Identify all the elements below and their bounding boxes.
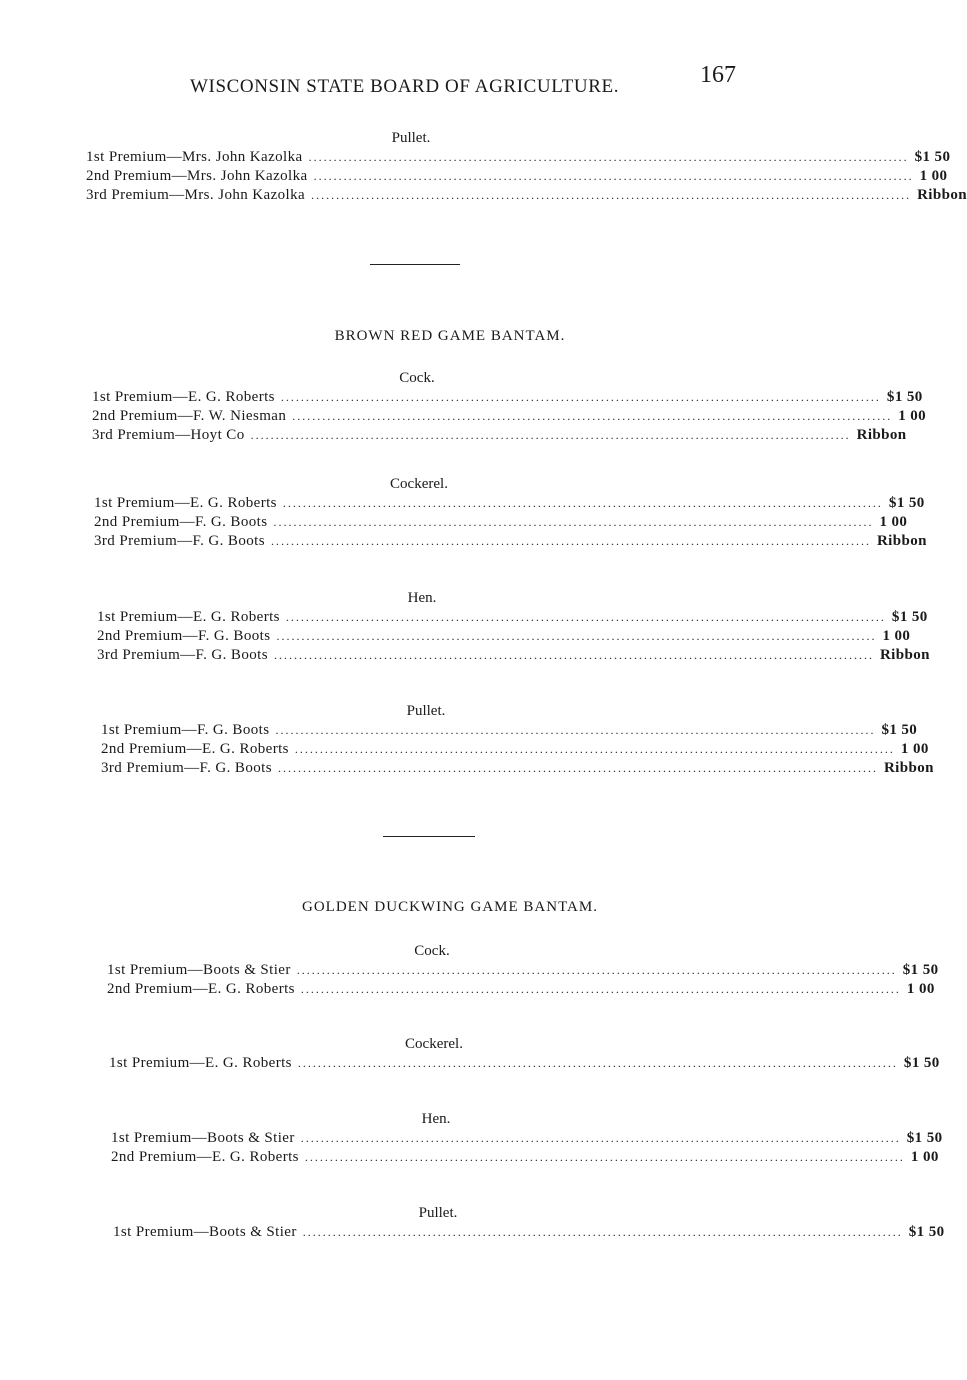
premium-entry: 1st Premium—E. G. Roberts bbox=[97, 609, 280, 625]
page-number: 167 bbox=[700, 62, 736, 88]
premium-row bbox=[92, 408, 927, 427]
premium-amount: $1 50 bbox=[914, 149, 951, 165]
class-heading: Pullet. bbox=[418, 1205, 458, 1221]
premium-row bbox=[101, 722, 918, 741]
dot-leader: ........................................................................................................................ bbox=[308, 150, 909, 164]
class-heading: Cockerel. bbox=[405, 1036, 463, 1052]
premium-row bbox=[94, 495, 925, 514]
premium-amount: $1 50 bbox=[881, 722, 918, 738]
premium-amount: Ribbon bbox=[876, 533, 927, 549]
premium-row bbox=[86, 149, 951, 168]
premium-amount: 1 00 bbox=[910, 1149, 939, 1165]
dot-leader: ........................................................................................................................ bbox=[275, 723, 876, 737]
dot-leader: ........................................................................................................................ bbox=[302, 1225, 903, 1239]
premium-entry: 1st Premium—Mrs. John Kazolka bbox=[86, 149, 303, 165]
dot-leader: ........................................................................................................................ bbox=[277, 761, 878, 775]
premium-amount: $1 50 bbox=[908, 1224, 945, 1240]
dot-leader: ........................................................................................................................ bbox=[276, 629, 877, 643]
class-block-hen bbox=[111, 1111, 943, 1168]
premium-row bbox=[101, 760, 934, 779]
class-block-hen bbox=[97, 590, 930, 666]
premium-row bbox=[94, 533, 927, 552]
dot-leader: ........................................................................................................................ bbox=[304, 1150, 905, 1164]
premium-row bbox=[86, 187, 967, 206]
premium-amount: $1 50 bbox=[888, 495, 925, 511]
premium-entry: 1st Premium—E. G. Roberts bbox=[109, 1055, 292, 1071]
premium-entry: 1st Premium—Boots & Stier bbox=[111, 1130, 295, 1146]
class-heading: Cock. bbox=[414, 943, 450, 959]
class-block-cock bbox=[92, 370, 927, 446]
premium-row bbox=[97, 647, 930, 666]
premium-amount: Ribbon bbox=[917, 187, 967, 203]
premium-amount: 1 00 bbox=[882, 628, 911, 644]
dot-leader: ........................................................................................................................ bbox=[296, 963, 897, 977]
class-block-pullet bbox=[113, 1205, 945, 1243]
premium-amount: Ribbon bbox=[856, 427, 907, 443]
premium-row bbox=[92, 389, 923, 408]
premium-entry: 3rd Premium—F. G. Boots bbox=[97, 647, 268, 663]
premium-row bbox=[97, 609, 928, 628]
premium-entry: 2nd Premium—Mrs. John Kazolka bbox=[86, 168, 308, 184]
class-heading: Pullet. bbox=[391, 130, 431, 146]
premium-entry: 1st Premium—E. G. Roberts bbox=[94, 495, 277, 511]
premium-row bbox=[97, 628, 911, 647]
premium-row bbox=[101, 741, 929, 760]
class-heading: Cock. bbox=[399, 370, 435, 386]
premium-entry: 2nd Premium—E. G. Roberts bbox=[107, 981, 295, 997]
premium-entry: 2nd Premium—F. G. Boots bbox=[97, 628, 271, 644]
class-block-pullet bbox=[101, 703, 934, 779]
class-heading: Cockerel. bbox=[390, 476, 448, 492]
premium-row bbox=[86, 168, 948, 187]
dot-leader: ........................................................................................................................ bbox=[300, 1131, 901, 1145]
premium-row bbox=[109, 1055, 940, 1074]
dot-leader: ........................................................................................................................ bbox=[313, 169, 914, 183]
class-block-pullet-continued bbox=[86, 130, 967, 206]
premium-entry: 3rd Premium—F. G. Boots bbox=[101, 760, 272, 776]
premium-entry: 3rd Premium—F. G. Boots bbox=[94, 533, 265, 549]
premium-amount: 1 00 bbox=[906, 981, 935, 997]
premium-amount: 1 00 bbox=[879, 514, 908, 530]
section-title-brown-red: BROWN RED GAME BANTAM. bbox=[334, 328, 566, 344]
dot-leader: ........................................................................................................................ bbox=[282, 496, 883, 510]
premium-row bbox=[94, 514, 908, 533]
running-title: WISCONSIN STATE BOARD OF AGRICULTURE. bbox=[190, 76, 620, 97]
premium-entry: 3rd Premium—Hoyt Co bbox=[92, 427, 245, 443]
premium-amount: $1 50 bbox=[902, 962, 939, 978]
premium-entry: 3rd Premium—Mrs. John Kazolka bbox=[86, 187, 306, 203]
premium-row bbox=[107, 962, 939, 981]
class-block-cockerel bbox=[109, 1036, 940, 1074]
premium-entry: 2nd Premium—F. W. Niesman bbox=[92, 408, 287, 424]
premium-amount: Ribbon bbox=[879, 647, 930, 663]
premium-entry: 1st Premium—Boots & Stier bbox=[107, 962, 291, 978]
dot-leader: ........................................................................................................................ bbox=[270, 534, 871, 548]
section-title-golden-duckwing: GOLDEN DUCKWING GAME BANTAM. bbox=[302, 899, 598, 915]
premium-entry: 2nd Premium—E. G. Roberts bbox=[101, 741, 289, 757]
premium-row bbox=[111, 1130, 943, 1149]
class-block-cock bbox=[107, 943, 939, 1000]
premium-amount: $1 50 bbox=[906, 1130, 943, 1146]
premium-row bbox=[111, 1149, 939, 1168]
premium-amount: 1 00 bbox=[919, 168, 948, 184]
dot-leader: ........................................................................................................................ bbox=[285, 610, 886, 624]
premium-row bbox=[107, 981, 935, 1000]
class-block-cockerel bbox=[94, 476, 927, 552]
premium-amount: $1 50 bbox=[891, 609, 928, 625]
premium-entry: 2nd Premium—E. G. Roberts bbox=[111, 1149, 299, 1165]
dot-leader: ........................................................................................................................ bbox=[273, 515, 874, 529]
premium-amount: $1 50 bbox=[903, 1055, 940, 1071]
section-divider bbox=[370, 264, 460, 265]
premium-amount: 1 00 bbox=[900, 741, 929, 757]
premium-amount: Ribbon bbox=[883, 760, 934, 776]
premium-amount: $1 50 bbox=[886, 389, 923, 405]
dot-leader: ........................................................................................................................ bbox=[311, 188, 912, 202]
premium-row bbox=[113, 1224, 945, 1243]
dot-leader: ........................................................................................................................ bbox=[250, 428, 851, 442]
section-divider bbox=[383, 836, 475, 837]
dot-leader: ........................................................................................................................ bbox=[294, 742, 895, 756]
dot-leader: ........................................................................................................................ bbox=[297, 1056, 898, 1070]
premium-entry: 1st Premium—F. G. Boots bbox=[101, 722, 270, 738]
dot-leader: ........................................................................................................................ bbox=[292, 409, 893, 423]
dot-leader: ........................................................................................................................ bbox=[280, 390, 881, 404]
class-heading: Hen. bbox=[407, 590, 437, 606]
class-heading: Pullet. bbox=[406, 703, 446, 719]
premium-amount: 1 00 bbox=[898, 408, 927, 424]
premium-row bbox=[92, 427, 907, 446]
premium-entry: 1st Premium—Boots & Stier bbox=[113, 1224, 297, 1240]
page-header bbox=[0, 62, 900, 102]
class-heading: Hen. bbox=[421, 1111, 451, 1127]
premium-entry: 1st Premium—E. G. Roberts bbox=[92, 389, 275, 405]
dot-leader: ........................................................................................................................ bbox=[273, 648, 874, 662]
premium-entry: 2nd Premium—F. G. Boots bbox=[94, 514, 268, 530]
dot-leader: ........................................................................................................................ bbox=[300, 982, 901, 996]
